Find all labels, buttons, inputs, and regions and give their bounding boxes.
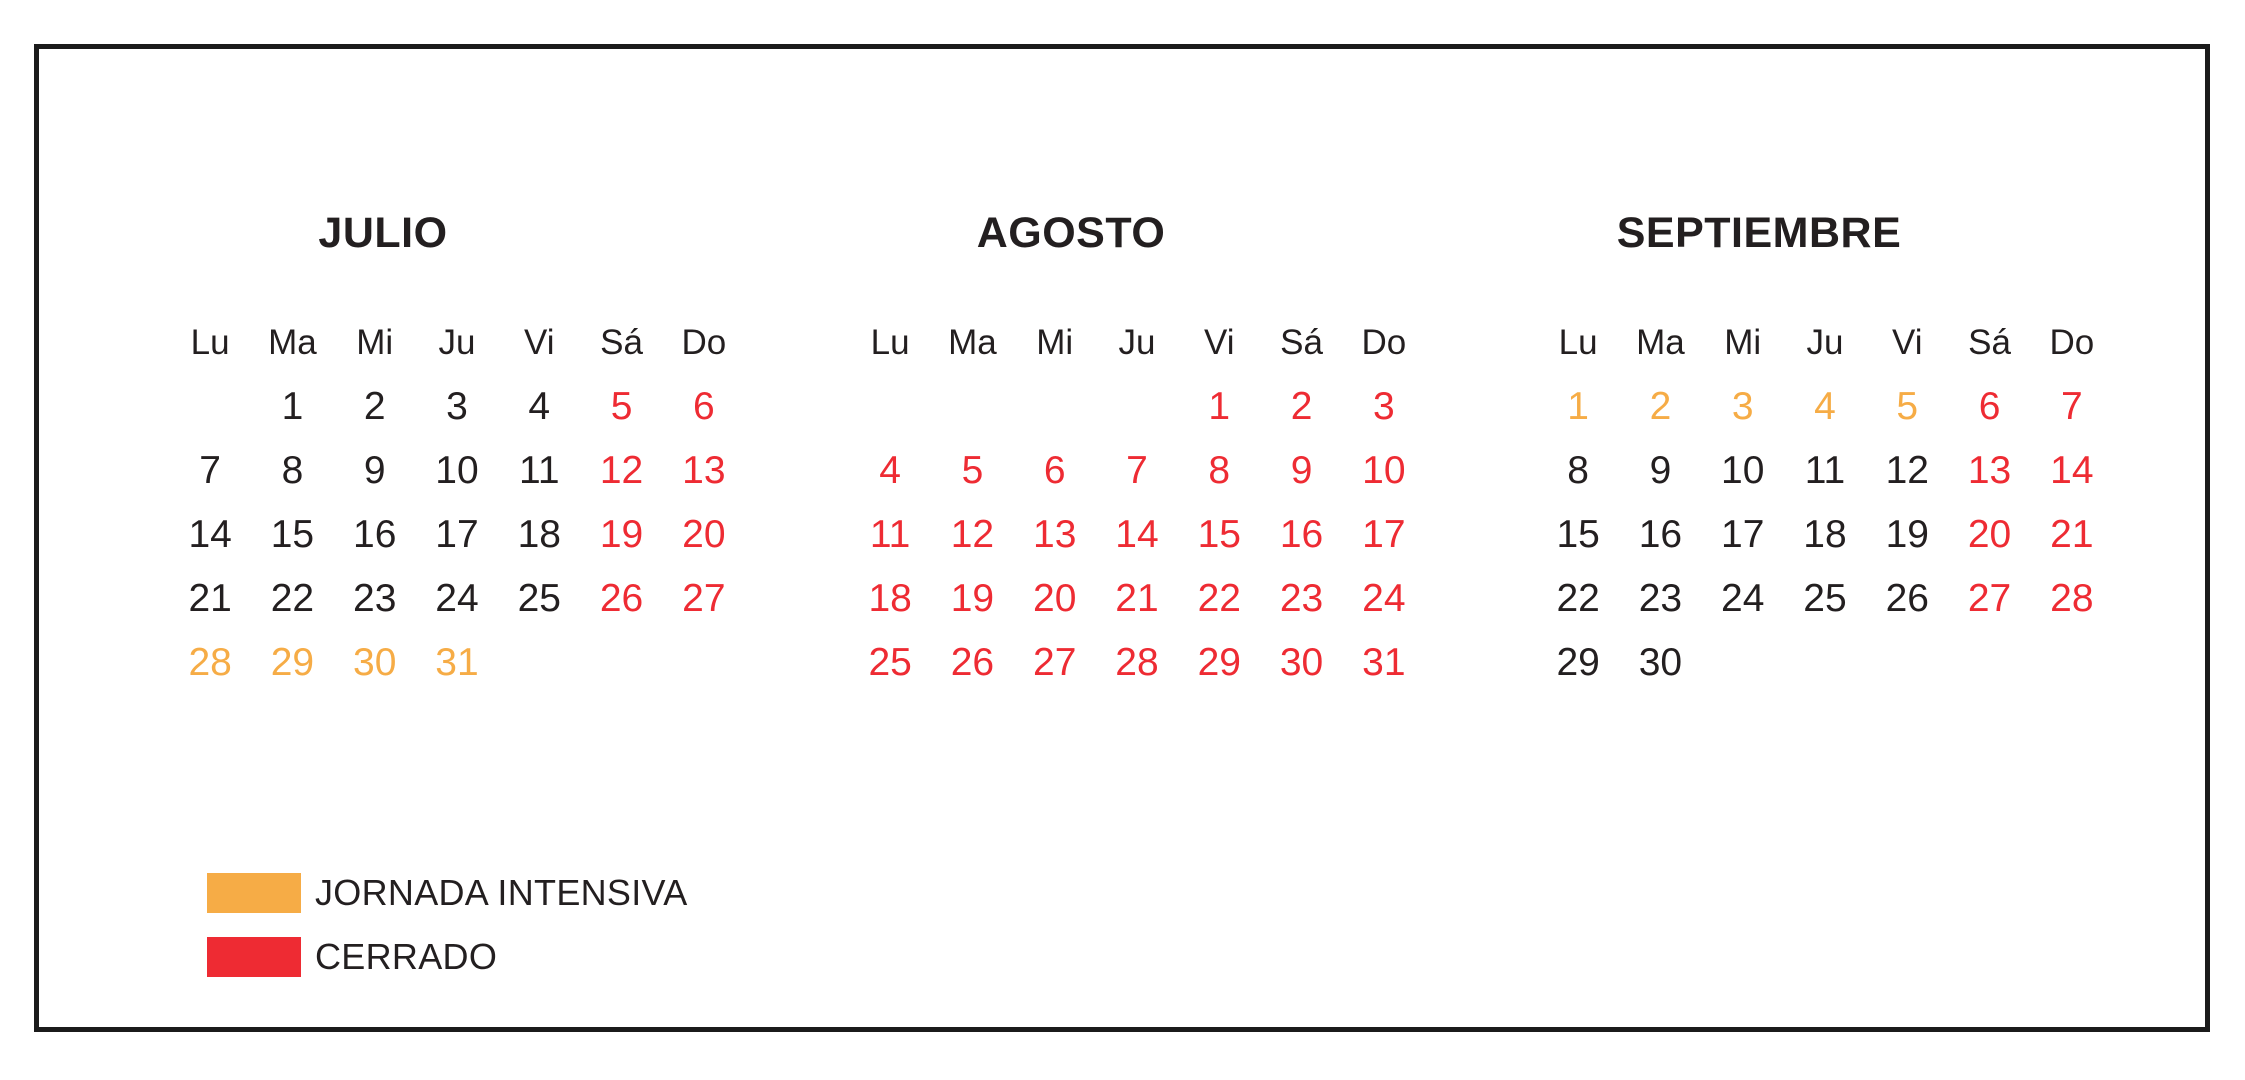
weekday-header: Ma bbox=[1636, 322, 1685, 362]
day-cell[interactable]: 24 bbox=[1721, 576, 1765, 620]
month-grid bbox=[1537, 310, 2113, 694]
day-cell[interactable]: 31 bbox=[1362, 640, 1406, 684]
day-cell[interactable]: 28 bbox=[2050, 576, 2094, 620]
day-cell[interactable]: 20 bbox=[1033, 576, 1077, 620]
month-title: JULIO bbox=[318, 209, 448, 257]
day-cell[interactable]: 18 bbox=[517, 512, 561, 556]
day-cell[interactable]: 18 bbox=[868, 576, 912, 620]
weekday-header: Vi bbox=[1204, 322, 1235, 362]
legend-label: CERRADO bbox=[315, 936, 498, 977]
day-cell[interactable]: 24 bbox=[435, 576, 479, 620]
day-cell[interactable]: 29 bbox=[1556, 640, 1600, 684]
day-cell[interactable]: 29 bbox=[1197, 640, 1241, 684]
day-cell[interactable]: 22 bbox=[1197, 576, 1241, 620]
day-cell[interactable]: 16 bbox=[353, 512, 397, 556]
weekday-header: Lu bbox=[1558, 322, 1598, 362]
weekday-header: Ma bbox=[268, 322, 317, 362]
day-cell[interactable]: 28 bbox=[188, 640, 232, 684]
legend-row bbox=[207, 869, 688, 917]
day-cell[interactable]: 6 bbox=[1978, 384, 2001, 428]
day-cell[interactable]: 6 bbox=[1043, 448, 1066, 492]
day-cell[interactable]: 18 bbox=[1803, 512, 1847, 556]
day-cell[interactable]: 1 bbox=[1208, 384, 1231, 428]
month-title: SEPTIEMBRE bbox=[1616, 209, 1902, 257]
day-cell[interactable]: 14 bbox=[188, 512, 232, 556]
day-cell[interactable]: 13 bbox=[682, 448, 726, 492]
weekday-header: Ju bbox=[1806, 322, 1844, 362]
day-cell[interactable]: 9 bbox=[363, 448, 386, 492]
day-cell[interactable]: 7 bbox=[199, 448, 221, 492]
weekday-header: Mi bbox=[356, 322, 394, 362]
day-cell[interactable]: 30 bbox=[1279, 640, 1324, 684]
day-cell[interactable]: 17 bbox=[1362, 512, 1406, 556]
month-title: AGOSTO bbox=[976, 209, 1166, 257]
day-cell[interactable]: 23 bbox=[353, 576, 397, 620]
month-grid bbox=[169, 310, 745, 694]
day-cell[interactable]: 2 bbox=[1649, 384, 1672, 428]
day-cell[interactable]: 27 bbox=[1967, 576, 2012, 620]
day-cell[interactable]: 15 bbox=[270, 512, 315, 556]
day-cell[interactable]: 3 bbox=[1372, 384, 1395, 428]
month-block bbox=[1415, 209, 2103, 694]
day-cell[interactable]: 17 bbox=[435, 512, 479, 556]
weekday-header: Lu bbox=[870, 322, 910, 362]
day-cell[interactable]: 23 bbox=[1638, 576, 1683, 620]
day-cell[interactable]: 8 bbox=[1567, 448, 1589, 492]
months-container bbox=[39, 49, 2205, 694]
weekday-header: Sá bbox=[1968, 322, 2011, 362]
weekday-header: Lu bbox=[190, 322, 230, 362]
weekday-header: Ma bbox=[948, 322, 997, 362]
day-cell[interactable]: 29 bbox=[270, 640, 315, 684]
day-cell[interactable]: 1 bbox=[281, 384, 304, 428]
legend-label: JORNADA INTENSIVA bbox=[315, 872, 688, 913]
day-cell[interactable]: 16 bbox=[1279, 512, 1324, 556]
day-cell[interactable]: 11 bbox=[519, 448, 560, 492]
day-cell[interactable]: 16 bbox=[1638, 512, 1683, 556]
day-cell[interactable]: 11 bbox=[1804, 448, 1846, 492]
weekday-header: Ju bbox=[1118, 322, 1156, 362]
day-cell[interactable]: 12 bbox=[950, 512, 995, 556]
day-cell[interactable]: 10 bbox=[1721, 448, 1765, 492]
day-cell[interactable]: 5 bbox=[1896, 384, 1919, 428]
day-cell[interactable]: 7 bbox=[1126, 448, 1148, 492]
day-cell[interactable]: 21 bbox=[188, 576, 232, 620]
day-cell[interactable]: 25 bbox=[868, 640, 912, 684]
day-cell[interactable]: 19 bbox=[950, 576, 995, 620]
day-cell[interactable]: 5 bbox=[961, 448, 984, 492]
day-cell[interactable]: 21 bbox=[2050, 512, 2094, 556]
weekday-header: Vi bbox=[524, 322, 555, 362]
day-cell[interactable]: 21 bbox=[1115, 576, 1159, 620]
calendar-frame bbox=[34, 44, 2210, 1032]
month-grid bbox=[849, 310, 1425, 694]
day-cell[interactable]: 9 bbox=[1290, 448, 1313, 492]
legend bbox=[207, 869, 688, 997]
day-cell[interactable]: 20 bbox=[1967, 512, 2012, 556]
day-cell[interactable]: 13 bbox=[1967, 448, 2012, 492]
weekday-header: Sá bbox=[1280, 322, 1323, 362]
day-cell[interactable]: 26 bbox=[1885, 576, 1929, 620]
day-cell[interactable]: 15 bbox=[1197, 512, 1241, 556]
day-cell[interactable]: 14 bbox=[1115, 512, 1159, 556]
day-cell[interactable]: 22 bbox=[1556, 576, 1600, 620]
day-cell[interactable]: 7 bbox=[2060, 384, 2083, 428]
day-cell[interactable]: 31 bbox=[435, 640, 479, 684]
month-block bbox=[39, 209, 727, 694]
legend-swatch-closed bbox=[207, 937, 301, 977]
day-cell[interactable]: 14 bbox=[2050, 448, 2094, 492]
day-cell[interactable]: 10 bbox=[435, 448, 479, 492]
day-cell[interactable]: 27 bbox=[1033, 640, 1077, 684]
day-cell[interactable]: 2 bbox=[363, 384, 386, 428]
legend-row bbox=[207, 933, 688, 981]
day-cell[interactable]: 19 bbox=[599, 512, 644, 556]
day-cell[interactable]: 23 bbox=[1279, 576, 1324, 620]
day-cell[interactable]: 4 bbox=[879, 448, 901, 492]
day-cell[interactable]: 3 bbox=[1731, 384, 1754, 428]
weekday-header: Mi bbox=[1724, 322, 1762, 362]
day-cell[interactable]: 1 bbox=[1567, 384, 1589, 428]
day-cell[interactable]: 22 bbox=[270, 576, 315, 620]
day-cell[interactable]: 8 bbox=[1208, 448, 1231, 492]
day-cell[interactable]: 9 bbox=[1649, 448, 1672, 492]
day-cell[interactable]: 3 bbox=[446, 384, 468, 428]
weekday-header: Mi bbox=[1036, 322, 1074, 362]
day-cell[interactable]: 19 bbox=[1885, 512, 1929, 556]
legend-swatch-intensive bbox=[207, 873, 301, 913]
day-cell[interactable]: 12 bbox=[599, 448, 644, 492]
day-cell[interactable]: 30 bbox=[1638, 640, 1683, 684]
day-cell[interactable]: 17 bbox=[1721, 512, 1765, 556]
weekday-header: Sá bbox=[600, 322, 643, 362]
day-cell[interactable]: 30 bbox=[353, 640, 397, 684]
day-cell[interactable]: 25 bbox=[1803, 576, 1847, 620]
day-cell[interactable]: 26 bbox=[599, 576, 644, 620]
day-cell[interactable]: 4 bbox=[1814, 384, 1836, 428]
day-cell[interactable]: 8 bbox=[281, 448, 304, 492]
day-cell[interactable]: 20 bbox=[682, 512, 726, 556]
day-cell[interactable]: 13 bbox=[1033, 512, 1077, 556]
day-cell[interactable]: 15 bbox=[1556, 512, 1600, 556]
day-cell[interactable]: 10 bbox=[1362, 448, 1406, 492]
day-cell[interactable]: 26 bbox=[950, 640, 995, 684]
month-block bbox=[727, 209, 1415, 694]
day-cell[interactable]: 6 bbox=[692, 384, 715, 428]
day-cell[interactable]: 4 bbox=[528, 384, 551, 428]
day-cell[interactable]: 5 bbox=[610, 384, 633, 428]
weekday-header: Do bbox=[2049, 322, 2095, 362]
weekday-header: Do bbox=[1361, 322, 1407, 362]
day-cell[interactable]: 24 bbox=[1362, 576, 1406, 620]
weekday-header: Vi bbox=[1892, 322, 1923, 362]
day-cell[interactable]: 2 bbox=[1290, 384, 1313, 428]
day-cell[interactable]: 12 bbox=[1885, 448, 1929, 492]
day-cell[interactable]: 27 bbox=[682, 576, 726, 620]
day-cell[interactable]: 11 bbox=[869, 512, 911, 556]
weekday-header: Ju bbox=[438, 322, 476, 362]
day-cell[interactable]: 28 bbox=[1115, 640, 1159, 684]
weekday-header: Do bbox=[681, 322, 727, 362]
day-cell[interactable]: 25 bbox=[517, 576, 561, 620]
